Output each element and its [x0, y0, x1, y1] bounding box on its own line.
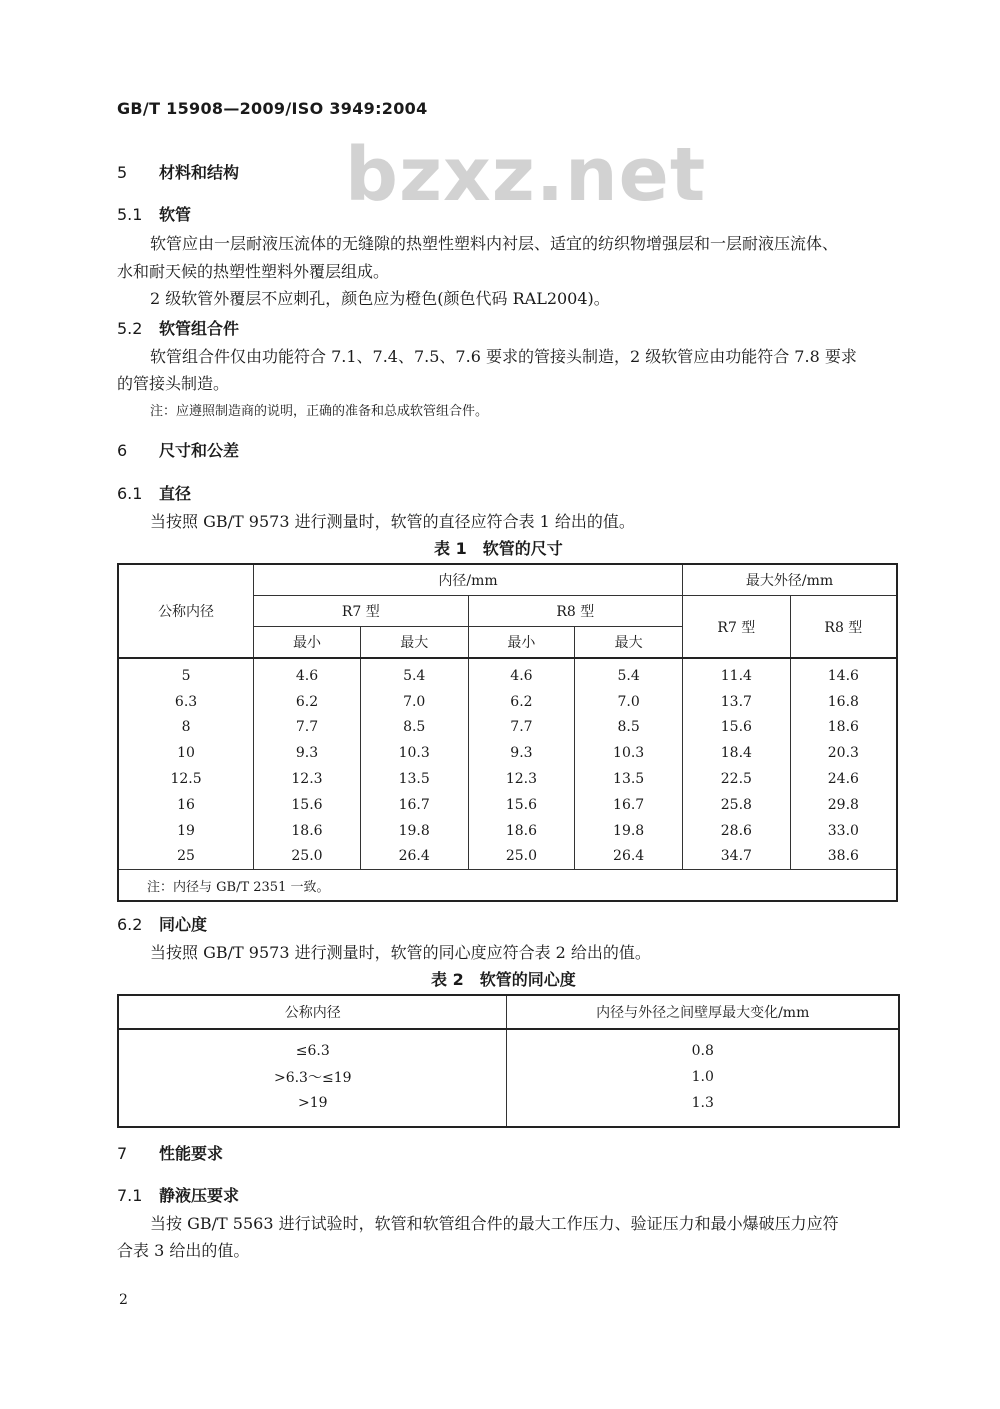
table-row: [118, 1064, 899, 1090]
cell: 15.6: [683, 715, 791, 741]
table-2-hose-concentricity: [117, 994, 900, 1128]
section-number: 5.2: [117, 319, 143, 338]
cell: 19.8: [575, 818, 683, 844]
paragraph-6-2: 当按照 GB/T 9573 进行测量时，软管的同心度应符合表 2 给出的值。: [150, 943, 651, 962]
section-number: 5: [117, 163, 128, 182]
cell: 10.3: [575, 740, 683, 766]
cell: 13.7: [683, 689, 791, 715]
section-number: 7: [117, 1144, 128, 1163]
paragraph-7-1-line-2: 合表 3 给出的值。: [117, 1241, 250, 1260]
section-6-2-heading: [117, 912, 207, 935]
section-number: 6.2: [117, 915, 143, 934]
table-row: [118, 1090, 899, 1127]
cell: 28.6: [683, 818, 791, 844]
cell: 9.3: [254, 740, 361, 766]
cell: 19.8: [360, 818, 468, 844]
cell: 4.6: [468, 658, 575, 689]
cell: 13.5: [575, 766, 683, 792]
section-title: 同心度: [159, 915, 208, 934]
cell: 34.7: [683, 844, 791, 870]
section-6-heading: [117, 438, 239, 461]
cell: 22.5: [683, 766, 791, 792]
header-nominal-bore: 公称内径: [118, 995, 507, 1029]
cell: 16.8: [790, 689, 897, 715]
section-title: 软管: [159, 205, 192, 224]
cell: 12.5: [170, 771, 202, 788]
cell: 7.0: [360, 689, 468, 715]
cell: 5.4: [575, 658, 683, 689]
table-row: [118, 740, 897, 766]
cell: 5: [181, 667, 191, 684]
cell: 19: [177, 822, 195, 839]
paragraph-7-1-line-1: 当按 GB/T 5563 进行试验时，软管和软管组合件的最大工作压力、验证压力和最小爆破压力应符: [150, 1214, 839, 1233]
cell: 25: [177, 848, 195, 865]
paragraph-5-2-line-1: 软管组合件仅由功能符合 7.1、7.4、7.5、7.6 要求的管接头制造，2 级软管应由功能符合 7.8 要求: [150, 347, 857, 366]
cell: 10: [177, 745, 195, 762]
table-2-caption: 表 2 软管的同心度: [431, 970, 576, 989]
section-7-1-heading: [117, 1183, 239, 1206]
cell: 18.4: [683, 740, 791, 766]
section-title: 直径: [159, 484, 192, 503]
cell: 33.0: [790, 818, 897, 844]
cell: 24.6: [790, 766, 897, 792]
cell: 18.6: [468, 818, 575, 844]
section-number: 6.1: [117, 484, 143, 503]
header-r8-max: 最大: [575, 627, 683, 659]
table-1-caption: 表 1 软管的尺寸: [434, 539, 563, 558]
cell: 25.0: [254, 844, 361, 870]
cell: 0.8: [507, 1029, 899, 1064]
table-1-note: 注：内径与 GB/T 2351 一致。: [118, 870, 897, 902]
section-number: 5.1: [117, 205, 143, 224]
table-row: [118, 715, 897, 741]
cell: 26.4: [575, 844, 683, 870]
cell: >19: [297, 1095, 328, 1111]
cell: 5.4: [360, 658, 468, 689]
cell: 26.4: [360, 844, 468, 870]
cell: ≤6.3: [295, 1043, 330, 1059]
cell: 11.4: [683, 658, 791, 689]
cell: 6.2: [254, 689, 361, 715]
cell: 1.3: [507, 1090, 899, 1127]
header-r7-max: 最大: [360, 627, 468, 659]
cell: 15.6: [468, 792, 575, 818]
note-5-2: 注：应遵照制造商的说明，正确的准备和总成软管组合件。: [150, 404, 489, 419]
cell: 8: [181, 719, 191, 736]
cell: 9.3: [468, 740, 575, 766]
table-row: [118, 766, 897, 792]
section-title: 软管组合件: [159, 319, 240, 338]
section-5-1-heading: [117, 202, 191, 225]
paragraph-5-1-line-1: 软管应由一层耐液压流体的无缝隙的热塑性塑料内衬层、适宜的纺织物增强层和一层耐液压流体、: [150, 234, 839, 253]
cell: 10.3: [360, 740, 468, 766]
cell: 6.3: [174, 693, 198, 710]
page-number: 2: [119, 1292, 128, 1308]
paragraph-6-1: 当按照 GB/T 9573 进行测量时，软管的直径应符合表 1 给出的值。: [150, 512, 635, 531]
cell: 18.6: [254, 818, 361, 844]
watermark: bzxz.net: [345, 132, 707, 218]
cell: 8.5: [360, 715, 468, 741]
cell: 18.6: [790, 715, 897, 741]
section-7-heading: [117, 1141, 223, 1164]
paragraph-5-1-line-3: 2 级软管外覆层不应刺孔，颜色应为橙色(颜色代码 RAL2004)。: [150, 289, 610, 308]
section-title: 尺寸和公差: [159, 441, 240, 460]
header-r8-min: 最小: [468, 627, 575, 659]
table-1-hose-dimensions: [117, 563, 898, 902]
standard-header: GB/T 15908—2009/ISO 3949:2004: [117, 99, 428, 118]
header-max-outer-diameter: 最大外径/mm: [683, 564, 898, 596]
cell: 14.6: [790, 658, 897, 689]
table-row: [118, 792, 897, 818]
cell: 16.7: [360, 792, 468, 818]
header-r8-inner: R8 型: [468, 596, 682, 627]
paragraph-5-1-line-2: 水和耐天候的热塑性塑料外覆层组成。: [117, 262, 390, 281]
cell: 8.5: [575, 715, 683, 741]
cell: 12.3: [468, 766, 575, 792]
table-row: [118, 844, 897, 870]
cell: 16: [177, 796, 195, 813]
cell: 7.0: [575, 689, 683, 715]
cell: 25.8: [683, 792, 791, 818]
header-inner-diameter: 内径/mm: [254, 564, 683, 596]
section-6-1-heading: [117, 481, 191, 504]
table-row: [118, 658, 897, 689]
section-number: 7.1: [117, 1186, 143, 1205]
section-title: 静液压要求: [159, 1186, 240, 1205]
cell: 7.7: [254, 715, 361, 741]
section-title: 材料和结构: [159, 163, 240, 182]
cell: 15.6: [254, 792, 361, 818]
cell: 13.5: [360, 766, 468, 792]
cell: 12.3: [254, 766, 361, 792]
header-nominal-bore: 公称内径: [118, 564, 254, 658]
cell: 20.3: [790, 740, 897, 766]
table-row: [118, 818, 897, 844]
section-number: 6: [117, 441, 128, 460]
section-5-heading: [117, 160, 239, 183]
header-r7-inner: R7 型: [254, 596, 468, 627]
cell: 29.8: [790, 792, 897, 818]
cell: 38.6: [790, 844, 897, 870]
header-r8-outer: R8 型: [790, 596, 897, 659]
cell: 25.0: [468, 844, 575, 870]
cell: 16.7: [575, 792, 683, 818]
cell: 6.2: [468, 689, 575, 715]
cell: 4.6: [254, 658, 361, 689]
section-title: 性能要求: [159, 1144, 224, 1163]
cell: 7.7: [468, 715, 575, 741]
header-wall-variation: 内径与外径之间壁厚最大变化/mm: [507, 995, 899, 1029]
cell: 1.0: [507, 1064, 899, 1090]
header-r7-outer: R7 型: [683, 596, 791, 659]
section-5-2-heading: [117, 316, 239, 339]
paragraph-5-2-line-2: 的管接头制造。: [117, 374, 230, 393]
table-row: [118, 689, 897, 715]
table-row: [118, 1029, 899, 1064]
header-r7-min: 最小: [254, 627, 361, 659]
cell: >6.3～≤19: [273, 1070, 352, 1086]
